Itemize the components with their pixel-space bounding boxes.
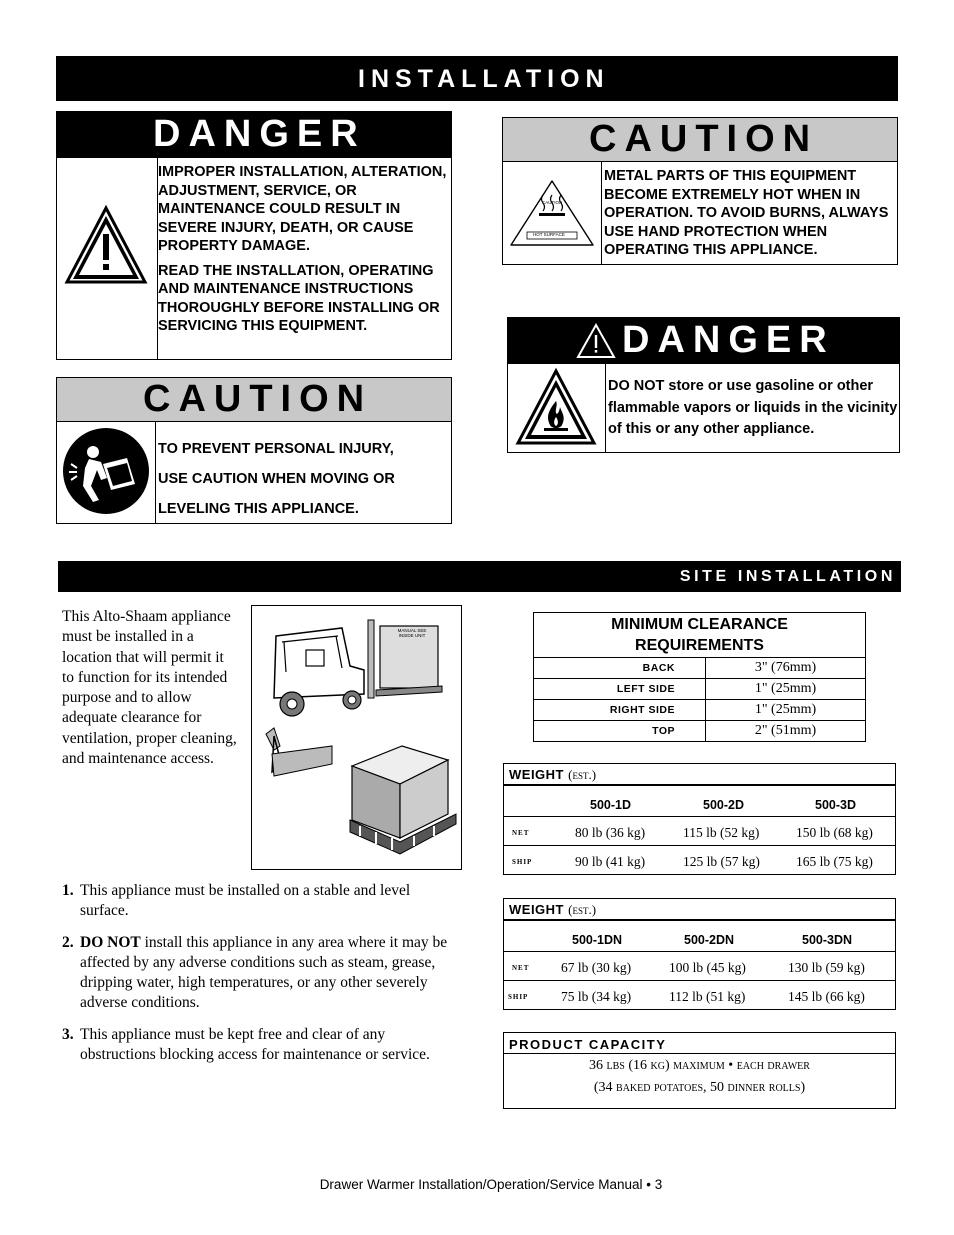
product-capacity-box [503, 1032, 896, 1109]
installation-title: INSTALLATION [358, 65, 610, 93]
list-item [62, 933, 452, 1014]
danger-flammable-text: DO NOT store or use gasoline or other flammable vapors or liquids in the vicinity of this or any other appliance. [608, 378, 898, 437]
danger-icon-cell [57, 158, 158, 359]
list-number: 3. [62, 1025, 74, 1043]
flame-icon-cell [508, 364, 606, 452]
table-row [534, 679, 866, 700]
installation-header [56, 56, 898, 101]
lifting-icon-cell [57, 422, 156, 523]
weight-est: (est.) [568, 767, 597, 782]
weight-table-header [504, 899, 895, 921]
column-header: 500-3DN [802, 933, 853, 947]
weight-title: WEIGHT [509, 902, 564, 917]
row-label: net [512, 827, 530, 838]
list-text: This appliance must be installed on a stable and level surface. [80, 882, 411, 920]
danger-box-improper-installation [56, 111, 452, 360]
caution-title: CAUTION [589, 118, 819, 160]
capacity-line-2: (34 baked potatoes, 50 dinner rolls) [593, 1080, 806, 1095]
weight-value: 125 lb (57 kg) [683, 854, 760, 869]
weight-value: 112 lb (51 kg) [669, 989, 746, 1004]
clearance-label: LEFT SIDE [534, 679, 706, 700]
caution-moving-title-bar [57, 378, 451, 422]
weight-value: 115 lb (52 kg) [683, 825, 760, 840]
table-row [534, 721, 866, 742]
flame-warning-icon [514, 367, 598, 447]
caution-moving-line-2: USE CAUTION WHEN MOVING OR [158, 471, 395, 487]
column-header: 500-1D [590, 798, 631, 812]
lifting-injury-icon [61, 426, 151, 516]
warning-triangle-icon [576, 323, 616, 359]
clearance-rows [533, 657, 866, 742]
divider [504, 845, 895, 846]
clearance-value: 1" (25mm) [706, 700, 866, 721]
clearance-table [533, 612, 866, 742]
caution-moving-text [158, 434, 450, 524]
weight-value: 145 lb (66 kg) [788, 989, 865, 1004]
weight-value: 130 lb (59 kg) [788, 960, 865, 975]
page-footer: Drawer Warmer Installation/Operation/Service Manual • 3 [319, 1177, 663, 1192]
site-installation-header [58, 561, 901, 592]
list-number: 2. [62, 933, 74, 951]
danger-title: DANGER [153, 113, 366, 155]
weight-value: 150 lb (68 kg) [796, 825, 873, 840]
weight-value: 90 lb (41 kg) [575, 854, 646, 869]
site-installation-title: SITE INSTALLATION [679, 568, 896, 585]
forklift-pallet-illustration [251, 605, 462, 870]
column-header: 500-2D [703, 798, 744, 812]
danger-title-bar [57, 112, 451, 158]
row-label: net [512, 962, 530, 973]
weight-value: 100 lb (45 kg) [669, 960, 746, 975]
divider [504, 816, 895, 817]
divider [504, 951, 895, 952]
weight-value: 67 lb (30 kg) [561, 960, 632, 975]
caution-box-hot-surface [502, 117, 898, 265]
caution-moving-line-1: TO PREVENT PERSONAL INJURY, [158, 441, 394, 457]
forklift-illustration [252, 606, 461, 869]
table-row [534, 658, 866, 679]
weight-table-500dn [503, 898, 896, 1010]
clearance-value: 2" (51mm) [706, 721, 866, 742]
danger-flammable-title: DANGER [622, 319, 835, 361]
capacity-header [504, 1033, 895, 1054]
capacity-line-1: 36 lbs (16 kg) maximum • each drawer [589, 1058, 810, 1073]
weight-value: 165 lb (75 kg) [796, 854, 873, 869]
clearance-title [533, 612, 866, 657]
weight-value: 80 lb (36 kg) [575, 825, 646, 840]
column-header: 500-3D [815, 798, 856, 812]
list-item [62, 1025, 452, 1066]
box-label: MANUAL SEE INSIDE UNIT [397, 628, 427, 638]
danger-box-flammable [507, 317, 900, 453]
clearance-value: 1" (25mm) [706, 679, 866, 700]
weight-title: WEIGHT [509, 767, 564, 782]
row-label: ship [508, 991, 529, 1002]
list-text: This appliance must be kept free and clear of any obstructions blocking access for maintenance or service. [80, 1025, 430, 1064]
list-text: install this appliance in any area where it may be affected by any adverse conditions such as steam, grease, dripping water, high temperatures, or any other severely adverse conditions. [80, 933, 448, 1012]
weight-value: 75 lb (34 kg) [561, 989, 632, 1004]
caution-title-bar [503, 118, 897, 162]
clearance-title-line-1: MINIMUM CLEARANCE [611, 616, 788, 633]
column-header: 500-1DN [572, 933, 623, 947]
list-number: 1. [62, 882, 74, 899]
exclamation-warning-icon [63, 202, 149, 288]
clearance-title-line-2: REQUIREMENTS [635, 637, 764, 654]
danger-paragraph-1: IMPROPER INSTALLATION, ALTERATION, ADJUSTMENT, SERVICE, OR MAINTENANCE COULD RESULT IN SEVERE INJURY, DEATH, OR CAUSE PROPERTY DAMAGE. [158, 164, 447, 254]
clearance-value: 3" (76mm) [706, 658, 866, 679]
site-instructions-list [62, 881, 452, 1065]
weight-table-header [504, 764, 895, 786]
weight-table-500d [503, 763, 896, 875]
table-row [534, 700, 866, 721]
hot-surface-icon-label-bottom: HOT SURFACE [533, 232, 565, 237]
clearance-label: RIGHT SIDE [534, 700, 706, 721]
danger-paragraph-2: READ THE INSTALLATION, OPERATING AND MAINTENANCE INSTRUCTIONS THOROUGHLY BEFORE INSTALLING OR SERVICING THIS EQUIPMENT. [158, 262, 440, 334]
hot-surface-icon [507, 177, 597, 251]
row-label: ship [512, 856, 533, 867]
capacity-title: PRODUCT CAPACITY [509, 1037, 667, 1052]
clearance-label: BACK [534, 658, 706, 679]
caution-hot-text: METAL PARTS OF THIS EQUIPMENT BECOME EXTREMELY HOT WHEN IN OPERATION. TO AVOID BURNS, ALWAYS USE HAND PROTECTION WHEN OPERATING THIS APPLIANCE. [604, 168, 889, 258]
list-bold-text: DO NOT [80, 933, 141, 951]
caution-moving-title: CAUTION [143, 378, 373, 420]
danger-flammable-title-bar [508, 318, 899, 364]
list-item [62, 881, 452, 922]
weight-est: (est.) [568, 902, 597, 917]
column-header: 500-2DN [684, 933, 735, 947]
hot-surface-icon-label-top: CAUTION [542, 200, 563, 205]
divider [504, 980, 895, 981]
site-intro-text: This Alto-Shaam appliance must be installed in a location that will permit it to function for its intended purpose and to allow adequate clearance for ventilation, proper cleaning, and maintenance access. [62, 608, 237, 768]
hot-surface-icon-cell [503, 162, 602, 264]
danger-text [158, 163, 448, 336]
clearance-label: TOP [534, 721, 706, 742]
caution-moving-line-3: LEVELING THIS APPLIANCE. [158, 501, 359, 517]
caution-box-moving [56, 377, 452, 524]
